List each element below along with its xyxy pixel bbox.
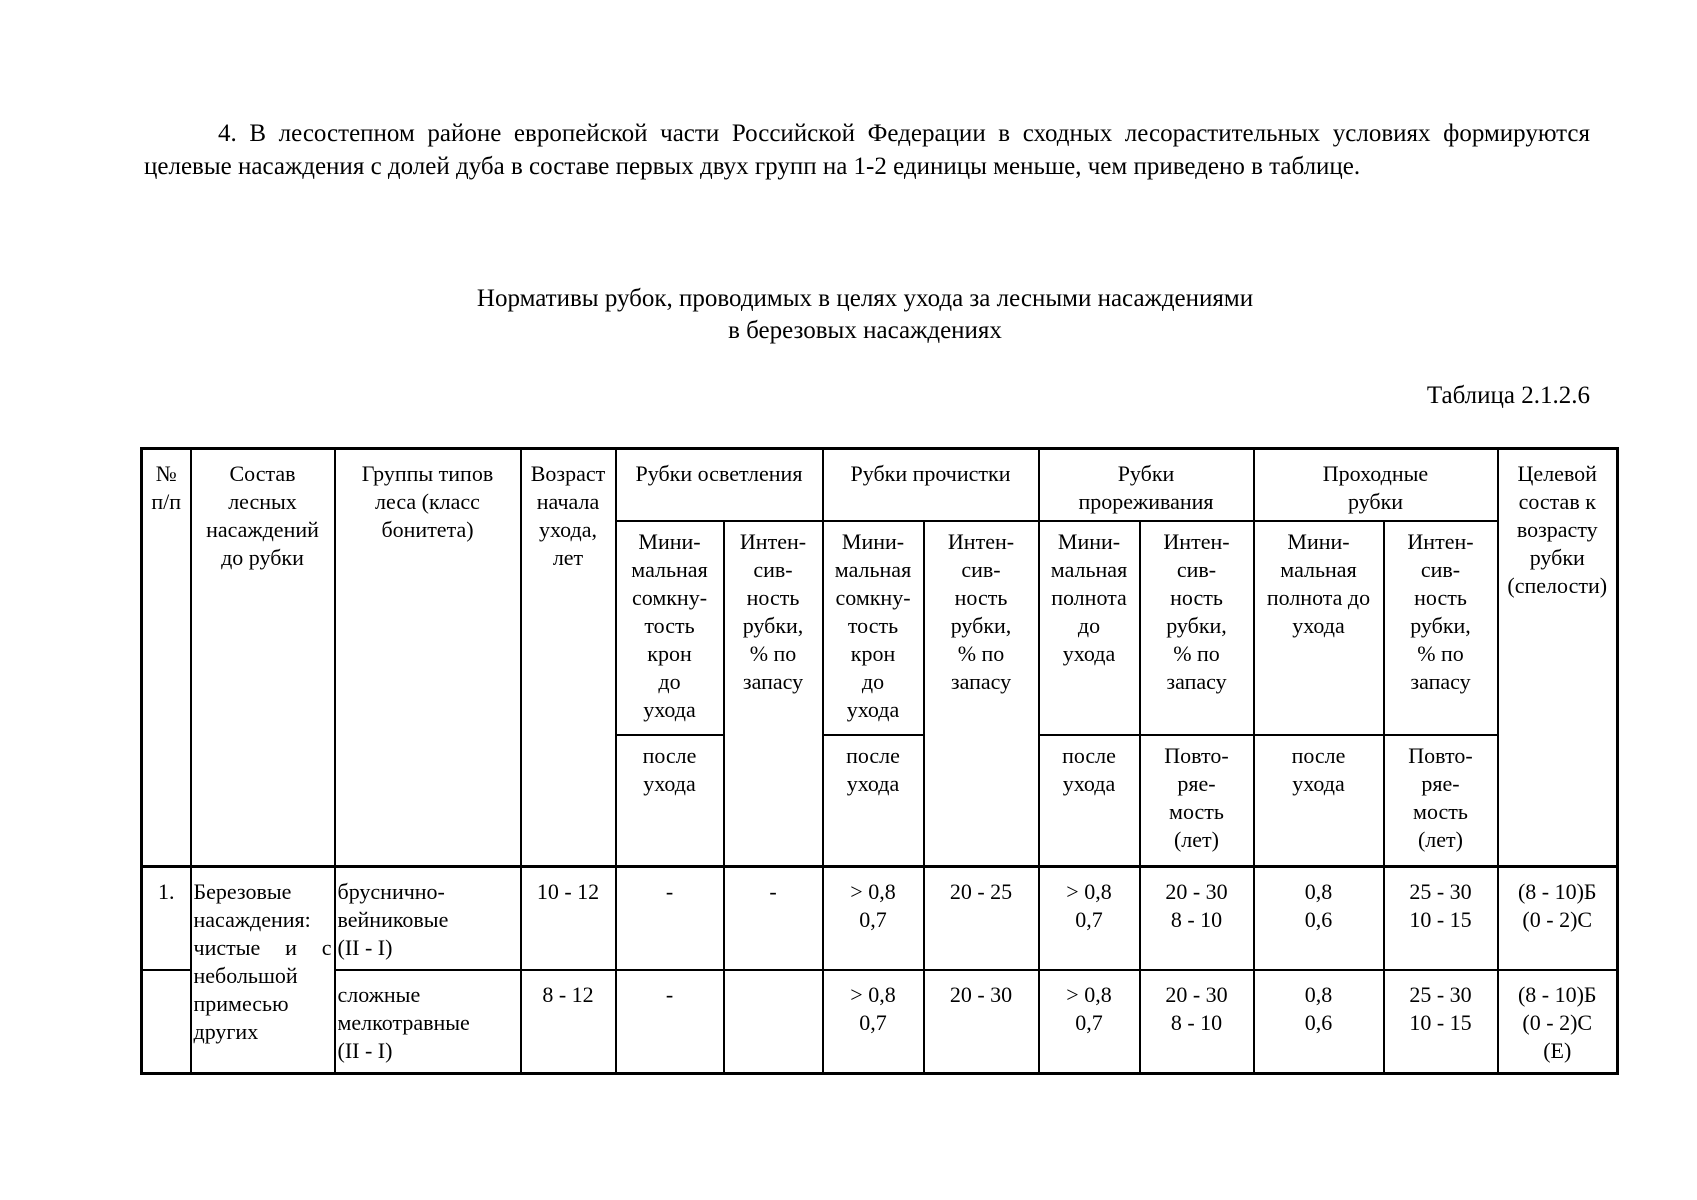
norms-table bbox=[140, 447, 1619, 1075]
table-title-line-1: Нормативы рубок, проводимых в целях ухода за лесными насаждениями bbox=[476, 285, 1254, 312]
row-age: 8 - 12 bbox=[521, 970, 616, 1074]
header-prz-repeat: Повто- ряе- мость (лет) bbox=[1140, 735, 1254, 867]
header-prz-intensity: Интен- сив- ность рубки, % по запасу bbox=[1140, 521, 1254, 735]
row-forest-type: бруснично- вейниковые (II - I) bbox=[335, 867, 521, 970]
header-osv-intensity: Интен- сив- ность рубки, % по запасу bbox=[724, 521, 823, 867]
row-number: 1. bbox=[142, 867, 191, 970]
row-pro-int: 20 - 25 bbox=[924, 867, 1039, 970]
header-phd-after: после ухода bbox=[1254, 735, 1384, 867]
header-prohodnye: Проходные рубки bbox=[1254, 449, 1498, 521]
row-osv-min: - bbox=[616, 970, 724, 1074]
row-phd-int: 25 - 30 10 - 15 bbox=[1384, 867, 1498, 970]
header-prochistki: Рубки прочистки bbox=[823, 449, 1039, 521]
header-pro-intensity: Интен- сив- ность рубки, % по запасу bbox=[924, 521, 1039, 867]
row-phd-int: 25 - 30 10 - 15 bbox=[1384, 970, 1498, 1074]
row-target: (8 - 10)Б (0 - 2)С bbox=[1498, 867, 1618, 970]
header-phd-intensity: Интен- сив- ность рубки, % по запасу bbox=[1384, 521, 1498, 735]
row-prz-min: > 0,8 0,7 bbox=[1039, 970, 1140, 1074]
header-phd-min-density: Мини- мальная полнота до ухода bbox=[1254, 521, 1384, 735]
table-row bbox=[142, 970, 1618, 1074]
header-num: № п/п bbox=[142, 449, 191, 867]
header-osvetlenie: Рубки осветления bbox=[616, 449, 823, 521]
header-pro-min-closure: Мини- мальная сомкну- тость крон до ухода bbox=[823, 521, 924, 735]
row-osv-int: - bbox=[724, 867, 823, 970]
row-prz-min: > 0,8 0,7 bbox=[1039, 867, 1140, 970]
table-row bbox=[142, 867, 1618, 970]
row-pro-int: 20 - 30 bbox=[924, 970, 1039, 1074]
header-age: Возраст начала ухода, лет bbox=[521, 449, 616, 867]
header-osv-min-closure: Мини- мальная сомкну- тость крон до ухода bbox=[616, 521, 724, 735]
header-target: Целевой состав к возрасту рубки (спелости) bbox=[1498, 449, 1618, 867]
row-age: 10 - 12 bbox=[521, 867, 616, 970]
header-forest-types: Группы типов леса (класс бонитета) bbox=[335, 449, 521, 867]
row-target: (8 - 10)Б (0 - 2)С (Е) bbox=[1498, 970, 1618, 1074]
row-pro-min: > 0,8 0,7 bbox=[823, 867, 924, 970]
table-title-line-2: в березовых насаждениях bbox=[728, 317, 1002, 344]
row-number-empty bbox=[142, 970, 191, 1074]
header-phd-repeat: Повто- ряе- мость (лет) bbox=[1384, 735, 1498, 867]
row-osv-min: - bbox=[616, 867, 724, 970]
row-phd-min: 0,8 0,6 bbox=[1254, 970, 1384, 1074]
row-pro-min: > 0,8 0,7 bbox=[823, 970, 924, 1074]
header-prorezhivanie: Рубки прореживания bbox=[1039, 449, 1254, 521]
header-osv-after: после ухода bbox=[616, 735, 724, 867]
header-prz-after: после ухода bbox=[1039, 735, 1140, 867]
header-pro-after: после ухода bbox=[823, 735, 924, 867]
intro-paragraph: 4. В лесостепном районе европейской части Российской Федерации в сходных лесорастительных условиях формируются целевые насаждения с долей дуба в составе первых двух групп на 1-2 единицы меньше, чем приведено в таблице. bbox=[144, 120, 1590, 180]
table-title bbox=[0, 283, 1697, 347]
table-number: Таблица 2.1.2.6 bbox=[1426, 382, 1590, 409]
row-prz-int: 20 - 30 8 - 10 bbox=[1140, 867, 1254, 970]
row-osv-int bbox=[724, 970, 823, 1074]
row-prz-int: 20 - 30 8 - 10 bbox=[1140, 970, 1254, 1074]
header-prz-min-density: Мини- мальная полнота до ухода bbox=[1039, 521, 1140, 735]
row-forest-type: сложные мелкотравные (II - I) bbox=[335, 970, 521, 1074]
header-composition: Состав лесных насаждений до рубки bbox=[191, 449, 335, 867]
row-composition: Березовые насаждения: чистые и с небольшой примесью других bbox=[191, 867, 335, 1074]
row-phd-min: 0,8 0,6 bbox=[1254, 867, 1384, 970]
